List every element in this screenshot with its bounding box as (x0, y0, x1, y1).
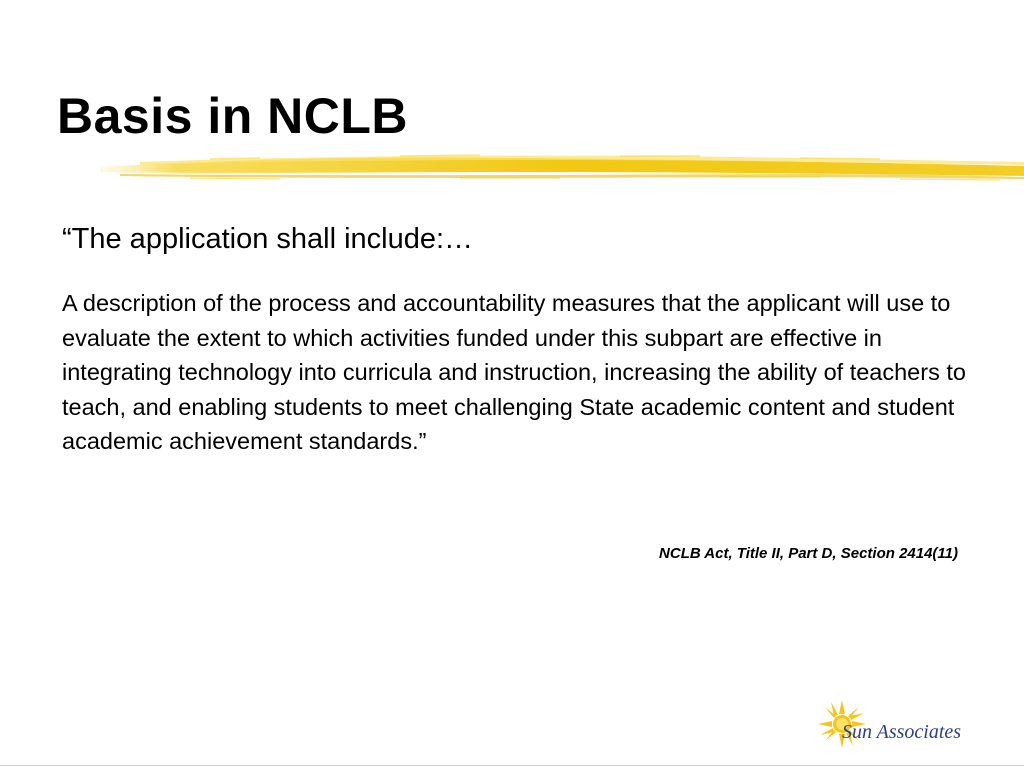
bottom-rule (0, 765, 1024, 766)
logo-text: Sun Associates (842, 721, 962, 743)
slide-title: Basis in NCLB (57, 88, 409, 144)
title-underline-brush (100, 150, 1024, 186)
sun-associates-logo (816, 698, 976, 752)
body-paragraph: A description of the process and accountability measures that the applicant will use to evaluate the extent to which activities funded under this subpart are effective in integrating technology into curricula and instruction, increasing the ability of teachers to teach, and enabling students to meet challenging State academic content and student academic achievement standards.” (62, 290, 966, 454)
citation: NCLB Act, Title II, Part D, Section 2414(11) (659, 545, 958, 562)
intro-quote: “The application shall include:… (62, 223, 474, 255)
